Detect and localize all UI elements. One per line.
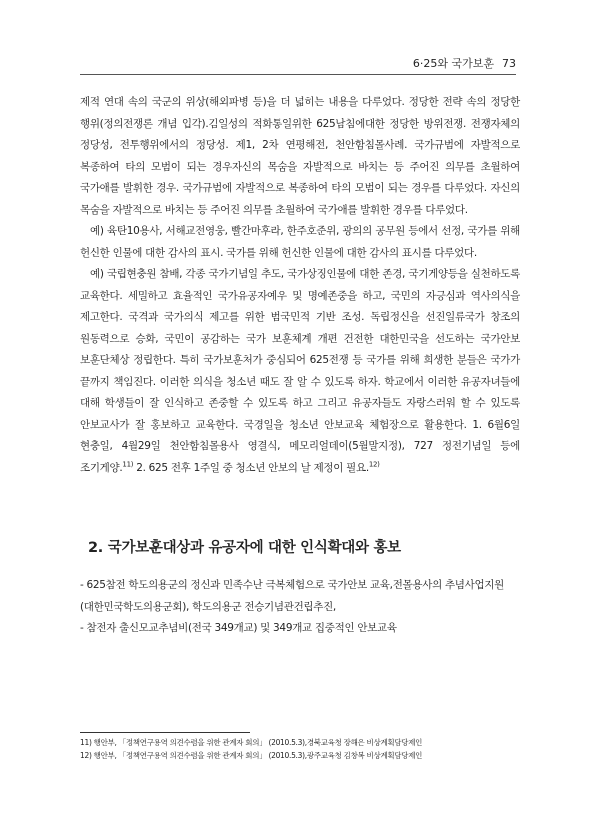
footnote-reference[interactable]: 11)	[122, 460, 134, 468]
footnote: 12) 행안부, 「정책연구용역 의견수렴을 위한 관계자 회의」 (2010.5.3),광주교육청 김창복 비상계획담당제인	[80, 751, 423, 760]
footnotes	[80, 736, 520, 762]
section-heading: 2. 국가보훈대상과 유공자에 대한 인식확대와 홍보	[88, 540, 401, 556]
body-text	[80, 92, 520, 479]
footnote-divider	[80, 732, 250, 733]
paragraph: 예) 육탄10용사, 서해교전영웅, 빨간마후라, 한주호준위, 광의의 공무원 등에서 선정, 국가를 위해 헌신한 인물에 대한 감사의 표시. 국가를 위해 헌신한 인물에 대한 감사의 표시를 다루었다.	[80, 225, 520, 259]
bullet-item: - 625참전 학도의용군의 정신과 민족수난 극복체험으로 국가안보 교육,전몰용사의 추념사업지원(대한민국학도의용군회), 학도의용군 전승기념관건립추진,	[80, 579, 505, 613]
paragraph-text: 예) 국립현충원 참배, 각종 국가기념일 추도, 국가상징인물에 대한 존경, 국기게양등을 실천하도록 교육한다. 세밀하고 효율적인 국가유공자예우 및 명예존중을 하고, 국민의 자긍심과 역사의식을 제고한다. 국격과 국가의식 제고를 위한 범국민적 기반 조성. 독립정신을 선진일류국가 창조의 원동력으로 승화, 국민이 공감하는 국가 보훈체계 개편 건전한 대한민국을 선도하는 국가안보 보훈단체상 정립한다. 특히 국가보훈처가 중심되어 625전쟁 등 국가를 위해 희생한 분들은 국가가 끝까지 책임진다. 이러한 의식을 청소년 때도 잘 알 수 있도록 하자. 학교에서 이러한 유공자녀들에 대해 학생들이 잘 인식하고 존중할 수 있도록 하고 그리고 유공자들도 자랑스러워 할 수 있도록 안보교사가 잘 홍보하고 교육한다. 국경일을 청소년 안보교육 체험장으로 활용한다. 1. 6월6일 현충일, 4월29일 천안함침몰용사 영결식, 메모리얼데이(5월말지정), 727 정전기념일 등에 조기게양.	[80, 268, 520, 474]
paragraph: 제적 연대 속의 국군의 위상(해외파병 등)을 더 넓히는 내용을 다루었다. 정당한 전략 속의 정당한 행위(정의전쟁론 개념 입각).김일성의 적화통일위한 625남침에대한 정당한 방위전쟁. 전쟁자체의 정당성, 전투행위에서의 정당성. 제1, 2차 연평해전, 천안함침몰사례. 국가규범에 자발적으로 복종하여 타의 모범이 되는 경우자신의 목숨을 자발적으로 바치는 등 주어진 의무를 초월하여 국가애를 발휘한 경우. 국가규범에 자발적으로 복종하여 타의 모범이 되는 경우를 다루었다. 자신의 목숨을 자발적으로 바치는 등 주어진 의무를 초월하여 국가애를 발휘한 경우를 다루었다.	[80, 96, 520, 216]
page-header	[80, 55, 516, 75]
footnote: 11) 행안부, 「정책연구용역 의견수렴을 위한 관계자 회의」 (2010.5.3),경북교육청 장해은 비상계획담당제인	[80, 738, 423, 747]
footnote-reference[interactable]: 12)	[368, 460, 380, 468]
bullet-list	[80, 575, 520, 640]
bullet-item: - 참전자 출신모교추념비(전국 349개교) 및 349개교 집중적인 안보교육	[80, 622, 397, 634]
paragraph	[80, 264, 520, 479]
running-chapter-title: 6·25와 국가보훈	[412, 57, 494, 70]
paragraph-text: 2. 625 전후 1주일 중 청소년 안보의 날 제정이 필요.	[133, 461, 369, 474]
page-number: 73	[502, 57, 516, 70]
